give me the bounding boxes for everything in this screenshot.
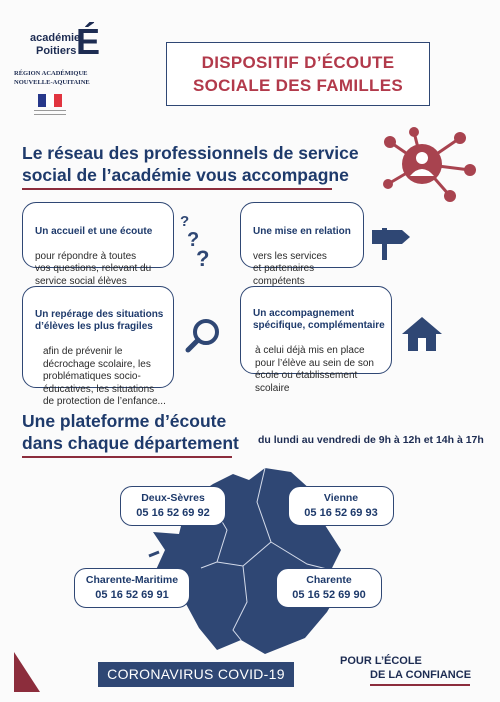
card-accompagnement bbox=[240, 286, 392, 394]
card-relation-head: Une mise en relation bbox=[253, 225, 351, 237]
republic-flag-icon bbox=[38, 94, 62, 107]
confiance-line1: POUR L’ÉCOLE bbox=[340, 655, 422, 667]
republic-motto-lines bbox=[34, 110, 66, 115]
platform-title-line1: Une plateforme d’écoute bbox=[22, 411, 227, 431]
card-accompagnement-body: à celui déjà mis en place pour l’élève au sein de son école ou établissement scolaire bbox=[255, 345, 374, 394]
title-line1: DISPOSITIF D’ÉCOUTE bbox=[201, 53, 395, 72]
platform-underline bbox=[22, 456, 232, 458]
card-accueil bbox=[22, 202, 174, 287]
dept-name: Deux-Sèvres bbox=[141, 492, 205, 504]
title-line2: SOCIALE DES FAMILLES bbox=[192, 76, 404, 95]
confiance-line2: DE LA CONFIANCE bbox=[370, 669, 472, 681]
card-accompagnement-head: Un accompagnement spécifique, complémentaire bbox=[253, 307, 385, 331]
card-accueil-head: Un accueil et une écoute bbox=[35, 225, 153, 237]
confiance-text bbox=[340, 654, 471, 682]
covid-banner: CORONAVIRUS COVID-19 bbox=[98, 662, 294, 687]
academy-logo bbox=[14, 18, 118, 114]
region-line1: RÉGION ACADÉMIQUE bbox=[14, 70, 88, 77]
signpost-icon bbox=[370, 222, 414, 262]
dept-phone[interactable]: 05 16 52 69 92 bbox=[136, 507, 210, 519]
card-reperage-head: Un repérage des situations d’élèves les plus fragiles bbox=[35, 308, 164, 332]
dept-name: Charente-Maritime bbox=[85, 574, 179, 586]
network-title bbox=[22, 142, 362, 186]
platform-title bbox=[22, 410, 262, 454]
network-underline bbox=[22, 188, 332, 190]
home-icon bbox=[400, 314, 444, 354]
dept-box-deux-sevres bbox=[120, 486, 226, 526]
dept-box-charente bbox=[276, 568, 382, 608]
network-people-icon bbox=[376, 124, 480, 204]
corner-triangle bbox=[14, 652, 40, 692]
svg-text:?: ? bbox=[187, 229, 200, 251]
card-reperage-body: afin de prévenir le décrochage scolaire, les problématiques socio- éducatives, les situations de protection de l’enfance... bbox=[43, 346, 166, 407]
platform-hours: du lundi au vendredi de 9h à 12h et 14h à 17h bbox=[258, 434, 484, 446]
title-box bbox=[166, 42, 430, 106]
dept-box-charente-maritime bbox=[74, 568, 190, 608]
dept-name: Charente bbox=[306, 574, 352, 586]
card-accueil-body: pour répondre à toutes vos questions, relevant du service social élèves bbox=[35, 250, 152, 287]
card-relation-body: vers les services et partenaires compétents bbox=[253, 250, 327, 287]
dept-name: Vienne bbox=[323, 492, 359, 504]
region-line2: NOUVELLE-AQUITAINE bbox=[14, 79, 90, 86]
card-reperage bbox=[22, 286, 174, 407]
svg-text:?: ? bbox=[180, 213, 190, 230]
platform-title-line2: dans chaque département bbox=[22, 433, 239, 453]
logo-letter: É bbox=[76, 21, 101, 62]
dept-phone[interactable]: 05 16 52 69 93 bbox=[304, 507, 378, 519]
question-marks-icon bbox=[174, 208, 218, 268]
logo-academie: académie bbox=[30, 32, 81, 44]
magnifier-icon bbox=[184, 316, 224, 356]
network-title-line2: social de l’académie vous accompagne bbox=[22, 165, 349, 185]
dept-phone[interactable]: 05 16 52 69 90 bbox=[292, 589, 366, 601]
logo-poitiers: Poitiers bbox=[36, 45, 77, 57]
dept-phone[interactable]: 05 16 52 69 91 bbox=[95, 589, 169, 601]
dept-box-vienne bbox=[288, 486, 394, 526]
network-title-line1: Le réseau des professionnels de service bbox=[22, 143, 359, 163]
confiance-underline bbox=[370, 684, 470, 686]
card-relation bbox=[240, 202, 364, 287]
svg-text:?: ? bbox=[196, 246, 210, 268]
